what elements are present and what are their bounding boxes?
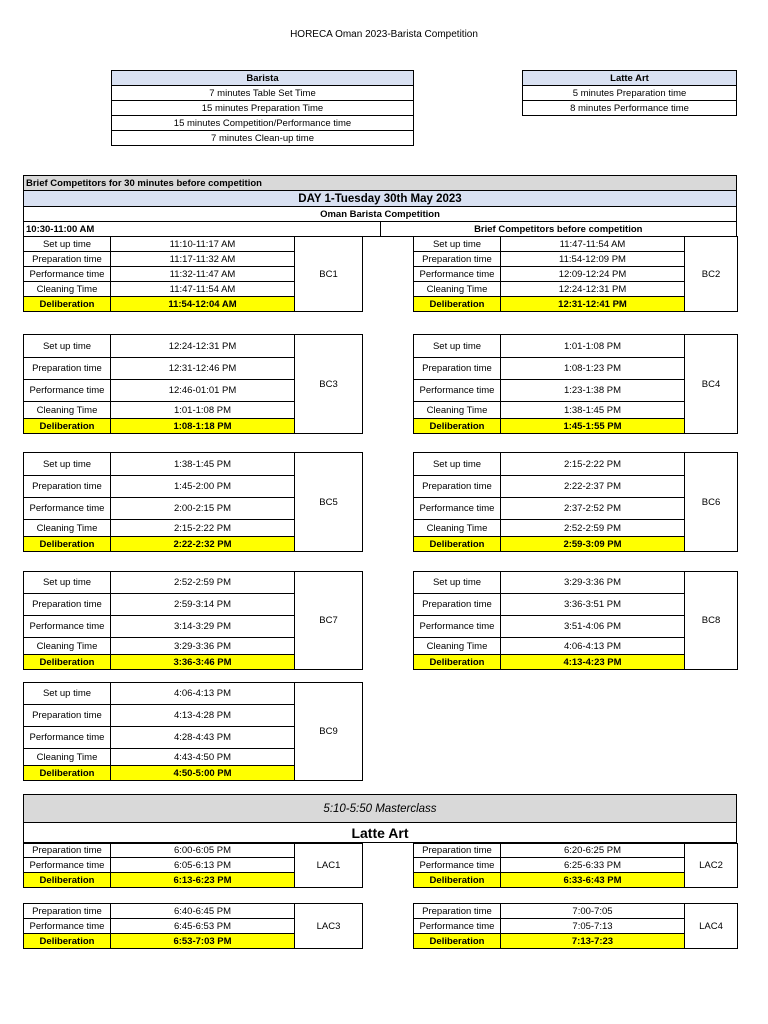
time-slot: 1:38-1:45 PM [501, 402, 685, 419]
time-slot: 1:23-1:38 PM [501, 380, 685, 402]
barista-rule: 15 minutes Competition/Performance time [112, 116, 414, 131]
time-slot: 1:01-1:08 PM [501, 335, 685, 358]
barista-header: Barista [112, 71, 414, 86]
competitor-code: LAC1 [295, 844, 363, 888]
time-slot: 1:45-1:55 PM [501, 419, 685, 434]
row-label: Deliberation [414, 934, 501, 949]
time-slot: 2:22-2:32 PM [111, 537, 295, 552]
time-slot: 6:45-6:53 PM [111, 919, 295, 934]
row-label: Cleaning Time [24, 749, 111, 766]
row-label: Deliberation [414, 655, 501, 670]
barista-competitor-block [413, 334, 738, 434]
time-slot: 6:13-6:23 PM [111, 873, 295, 888]
time-slot: 2:52-2:59 PM [111, 572, 295, 594]
row-label: Performance time [24, 267, 111, 282]
competitor-code: BC7 [295, 572, 363, 670]
barista-competitor-block [23, 236, 363, 312]
row-label: Set up time [24, 572, 111, 594]
time-slot: 7:13-7:23 [501, 934, 685, 949]
latte-competitor-block [413, 903, 738, 949]
barista-competitor-block [23, 334, 363, 434]
row-label: Cleaning Time [414, 402, 501, 419]
day-header-table [23, 175, 737, 237]
row-label: Set up time [24, 237, 111, 252]
time-slot: 6:00-6:05 PM [111, 844, 295, 858]
time-slot: 11:32-11:47 AM [111, 267, 295, 282]
row-label: Preparation time [24, 705, 111, 727]
row-label: Deliberation [414, 537, 501, 552]
latte-competitor-block [413, 843, 738, 888]
time-slot: 1:08-1:23 PM [501, 358, 685, 380]
row-label: Preparation time [414, 476, 501, 498]
time-slot: 6:40-6:45 PM [111, 904, 295, 919]
time-slot: 4:28-4:43 PM [111, 727, 295, 749]
time-slot: 3:14-3:29 PM [111, 616, 295, 638]
competitor-code: LAC3 [295, 904, 363, 949]
time-slot: 1:45-2:00 PM [111, 476, 295, 498]
time-slot: 3:36-3:46 PM [111, 655, 295, 670]
time-slot: 3:36-3:51 PM [501, 594, 685, 616]
barista-competitor-block [413, 236, 738, 312]
masterclass-table [23, 794, 737, 843]
row-label: Cleaning Time [24, 520, 111, 537]
time-slot: 2:15-2:22 PM [501, 453, 685, 476]
row-label: Set up time [24, 453, 111, 476]
time-slot: 1:38-1:45 PM [111, 453, 295, 476]
time-slot: 12:24-12:31 PM [501, 282, 685, 297]
time-slot: 12:31-12:46 PM [111, 358, 295, 380]
row-label: Deliberation [24, 873, 111, 888]
competition-title: Oman Barista Competition [24, 207, 737, 222]
time-slot: 2:15-2:22 PM [111, 520, 295, 537]
barista-rule: 7 minutes Table Set Time [112, 86, 414, 101]
competitor-code: BC8 [685, 572, 738, 670]
row-label: Cleaning Time [414, 520, 501, 537]
competitor-code: BC1 [295, 237, 363, 312]
time-slot: 7:00-7:05 [501, 904, 685, 919]
time-slot: 2:22-2:37 PM [501, 476, 685, 498]
time-slot: 2:52-2:59 PM [501, 520, 685, 537]
row-label: Deliberation [414, 297, 501, 312]
latte-summary-table [522, 70, 737, 116]
row-label: Deliberation [24, 766, 111, 781]
brief-note: Brief Competitors for 30 minutes before competition [24, 176, 737, 191]
time-slot: 4:06-4:13 PM [111, 683, 295, 705]
document-title: HORECA Oman 2023-Barista Competition [290, 29, 478, 40]
latte-rule: 8 minutes Performance time [523, 101, 737, 116]
row-label: Preparation time [414, 252, 501, 267]
time-slot: 4:06-4:13 PM [501, 638, 685, 655]
latte-rule: 5 minutes Preparation time [523, 86, 737, 101]
time-slot: 4:13-4:28 PM [111, 705, 295, 727]
row-label: Cleaning Time [414, 638, 501, 655]
time-slot: 3:51-4:06 PM [501, 616, 685, 638]
row-label: Preparation time [24, 594, 111, 616]
row-label: Performance time [24, 380, 111, 402]
row-label: Deliberation [24, 419, 111, 434]
time-slot: 11:54-12:09 PM [501, 252, 685, 267]
time-slot: 12:31-12:41 PM [501, 297, 685, 312]
row-label: Set up time [414, 572, 501, 594]
row-label: Preparation time [24, 904, 111, 919]
time-slot: 2:59-3:14 PM [111, 594, 295, 616]
barista-summary-table [111, 70, 414, 146]
barista-competitor-block [23, 452, 363, 552]
row-label: Performance time [414, 498, 501, 520]
day-title: DAY 1-Tuesday 30th May 2023 [24, 191, 737, 207]
time-slot: 12:24-12:31 PM [111, 335, 295, 358]
row-label: Cleaning Time [24, 638, 111, 655]
masterclass-title: 5:10-5:50 Masterclass [24, 795, 737, 823]
competitor-code: BC4 [685, 335, 738, 434]
row-label: Performance time [414, 919, 501, 934]
time-slot: 7:05-7:13 [501, 919, 685, 934]
time-slot: 2:00-2:15 PM [111, 498, 295, 520]
row-label: Performance time [24, 919, 111, 934]
time-slot: 6:20-6:25 PM [501, 844, 685, 858]
row-label: Deliberation [414, 873, 501, 888]
barista-rule: 15 minutes Preparation Time [112, 101, 414, 116]
time-slot: 11:47-11:54 AM [111, 282, 295, 297]
row-label: Performance time [414, 616, 501, 638]
barista-competitor-block [23, 682, 363, 781]
time-slot: 6:33-6:43 PM [501, 873, 685, 888]
brief-label: Brief Competitors before competition [380, 222, 737, 237]
barista-rule: 7 minutes Clean-up time [112, 131, 414, 146]
latte-competitor-block [23, 903, 363, 949]
row-label: Preparation time [414, 594, 501, 616]
row-label: Deliberation [414, 419, 501, 434]
time-slot: 6:53-7:03 PM [111, 934, 295, 949]
row-label: Set up time [414, 335, 501, 358]
time-slot: 1:08-1:18 PM [111, 419, 295, 434]
time-slot: 11:10-11:17 AM [111, 237, 295, 252]
time-slot: 4:13-4:23 PM [501, 655, 685, 670]
barista-competitor-block [23, 571, 363, 670]
row-label: Preparation time [24, 476, 111, 498]
row-label: Deliberation [24, 537, 111, 552]
row-label: Deliberation [24, 655, 111, 670]
row-label: Preparation time [24, 252, 111, 267]
row-label: Preparation time [24, 844, 111, 858]
row-label: Performance time [24, 858, 111, 873]
row-label: Set up time [24, 683, 111, 705]
row-label: Performance time [414, 267, 501, 282]
latte-art-title: Latte Art [24, 823, 737, 843]
row-label: Set up time [414, 453, 501, 476]
time-slot: 1:01-1:08 PM [111, 402, 295, 419]
time-slot: 3:29-3:36 PM [111, 638, 295, 655]
competitor-code: LAC2 [685, 844, 738, 888]
barista-competitor-block [413, 571, 738, 670]
latte-competitor-block [23, 843, 363, 888]
competitor-code: BC9 [295, 683, 363, 781]
competitor-code: BC3 [295, 335, 363, 434]
row-label: Deliberation [24, 297, 111, 312]
time-slot: 2:37-2:52 PM [501, 498, 685, 520]
time-slot: 11:54-12:04 AM [111, 297, 295, 312]
time-slot: 4:43-4:50 PM [111, 749, 295, 766]
barista-competitor-block [413, 452, 738, 552]
row-label: Preparation time [414, 904, 501, 919]
time-slot: 3:29-3:36 PM [501, 572, 685, 594]
row-label: Set up time [414, 237, 501, 252]
row-label: Preparation time [414, 358, 501, 380]
time-slot: 11:17-11:32 AM [111, 252, 295, 267]
row-label: Cleaning Time [24, 282, 111, 297]
row-label: Set up time [24, 335, 111, 358]
time-slot: 6:25-6:33 PM [501, 858, 685, 873]
time-slot: 2:59-3:09 PM [501, 537, 685, 552]
competitor-code: LAC4 [685, 904, 738, 949]
row-label: Preparation time [24, 358, 111, 380]
competitor-code: BC6 [685, 453, 738, 552]
time-slot: 12:09-12:24 PM [501, 267, 685, 282]
row-label: Cleaning Time [24, 402, 111, 419]
row-label: Preparation time [414, 844, 501, 858]
brief-time: 10:30-11:00 AM [24, 222, 381, 237]
row-label: Deliberation [24, 934, 111, 949]
time-slot: 12:46-01:01 PM [111, 380, 295, 402]
row-label: Cleaning Time [414, 282, 501, 297]
row-label: Performance time [414, 380, 501, 402]
competitor-code: BC2 [685, 237, 738, 312]
competitor-code: BC5 [295, 453, 363, 552]
latte-header: Latte Art [523, 71, 737, 86]
row-label: Performance time [24, 498, 111, 520]
time-slot: 6:05-6:13 PM [111, 858, 295, 873]
time-slot: 4:50-5:00 PM [111, 766, 295, 781]
row-label: Performance time [24, 616, 111, 638]
time-slot: 11:47-11:54 AM [501, 237, 685, 252]
row-label: Performance time [24, 727, 111, 749]
row-label: Performance time [414, 858, 501, 873]
